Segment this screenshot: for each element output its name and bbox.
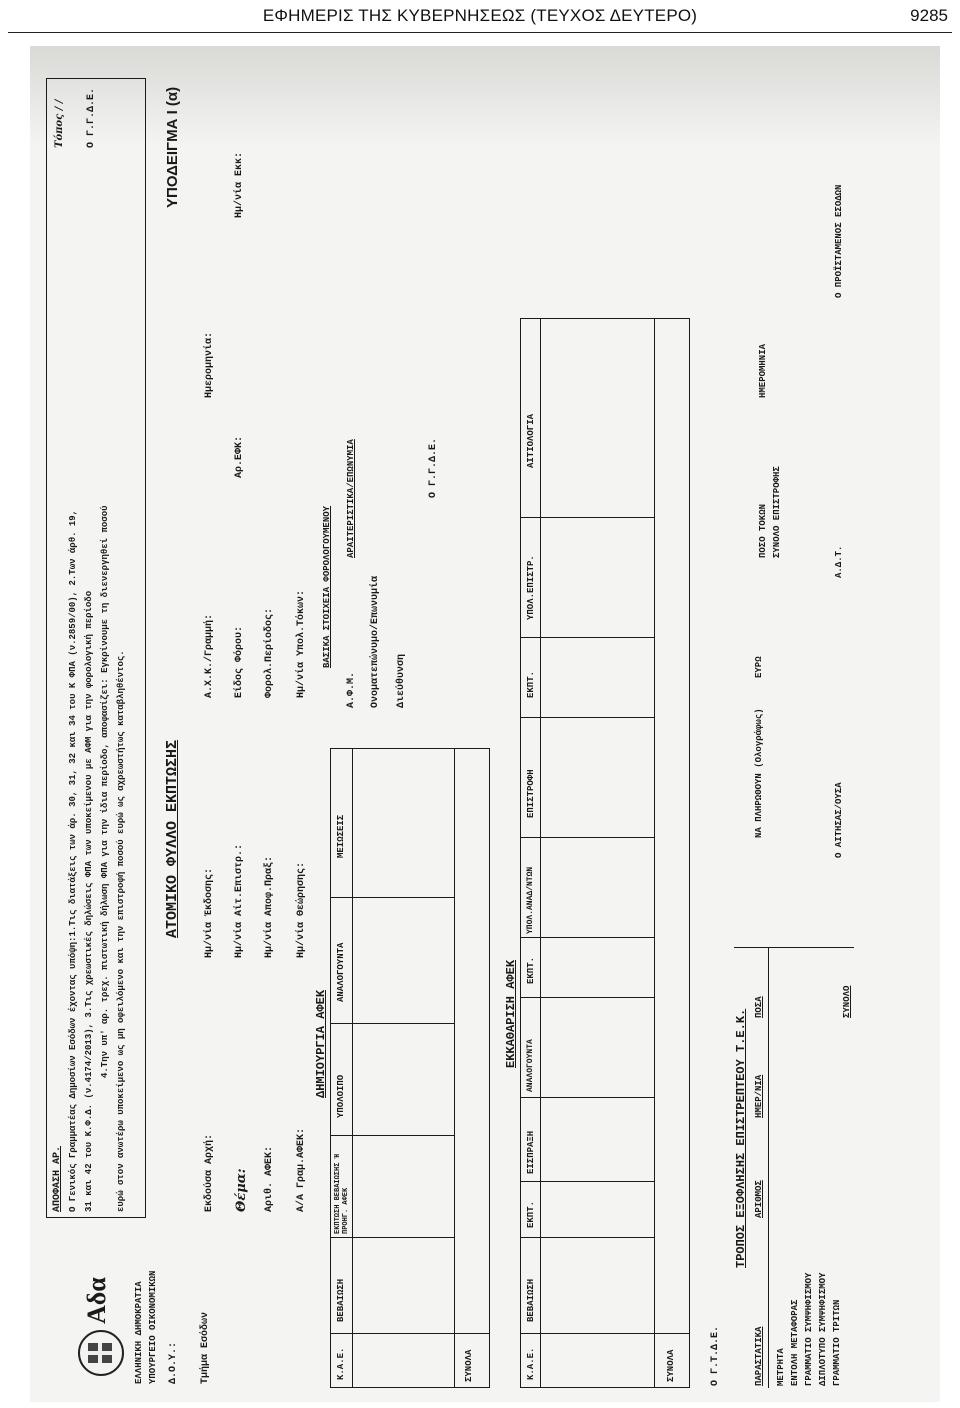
card-afek-number: Αριθ. ΑΦΕΚ: — [264, 1145, 275, 1212]
creation-totals: ΣΥΝΟΛΑ — [464, 1349, 474, 1382]
card-date: Ημερομηνία: — [204, 331, 215, 398]
payment-row-cash: ΜΕΤΡΗΤΑ — [776, 1348, 786, 1386]
card-title: ΑΤΟΜΙΚΟ ΦΥΛΛΟ ΕΚΠΤΩΣΗΣ — [164, 739, 181, 938]
card-ekk-date: Ημ/νία Εκκ: — [234, 151, 245, 218]
clearance-col-confirmation: ΒΕΒΑΙΩΣΗ — [526, 1278, 536, 1322]
clearance-table — [520, 318, 690, 1388]
decision-line4: ευρώ στον ανωτέρω υποκείμενο ως μη οφειλόμενο και την επιστροφή ποσού ευρώ ως αχρεωστήτως καταβληθέντος. — [116, 650, 126, 1212]
creation-col-kae: Κ.Α.Ε. — [336, 1347, 346, 1380]
taxpayer-title: ΒΑΣΙΚΑ ΣΤΟΙΧΕΙΑ ΦΟΡΟΛΟΓΟΥΜΕΝΟΥ — [322, 505, 332, 668]
card-issuing-authority: Εκδούσα Αρχή: — [204, 1133, 215, 1212]
footer-dates: ΗΜΕΡΟΜΗΝΙΑ — [758, 343, 768, 398]
clearance-col-balance: ΥΠΟΛ.ΑΝΑΔ/ΝΤΩΝ — [526, 866, 535, 934]
card-line: Α.Χ.Κ./Γραμμή: — [204, 613, 215, 698]
creation-col-reductions: ΜΕΙΩΣΕΙΣ — [336, 814, 346, 858]
issuer-line1: ΕΛΛΗΝΙΚΗ ΔΗΜΟΚΡΑΤΙΑ — [134, 1281, 144, 1384]
dept-label: Τμήμα Εσόδων — [200, 1311, 211, 1384]
clearance-col-kae: Κ.Α.Ε. — [526, 1347, 536, 1380]
decision-line1: Ο Γενικός Γραμματέας Δημοσίων Εσόδων έχοντας υπόψη:1.Τις διατάξεις των άρ. 30, 31, 32 και 34 του Κ ΦΠΑ (ν.2859/00), 2.Των άρθ. 19, — [68, 509, 78, 1212]
doy-label: Δ.Ο.Υ.: — [168, 1341, 179, 1384]
header-rule — [8, 32, 952, 33]
rotated-form — [34, 58, 934, 1398]
payment-row-offset-note: ΓΡΑΜΜΑΤΙΟ ΣΥΜΨΗΦΙΣΜΟΥ — [804, 1272, 814, 1386]
card-issue-date: Ημ/νία Έκδοσης: — [204, 867, 215, 958]
clearance-col-reason: ΑΙΤΙΟΛΟΓΙΑ — [526, 413, 536, 468]
taxpayer-name-label: ΑΡΑΙΤΕΡΙΣΤΙΚΑ/ΕΠΩΝΥΜΙΑ — [346, 439, 356, 558]
card-request-date: Ημ/νία Αίτ.Επιστρ.: — [234, 843, 245, 958]
creation-col-confirmation: ΒΕΒΑΙΩΣΗ — [336, 1278, 346, 1322]
creation-table — [330, 748, 490, 1388]
clearance-col-collection: ΕΙΣΠΡΑΞΗ — [526, 1130, 536, 1174]
clearance-signer: Ο Γ.Τ.Δ.Ε. — [710, 1325, 721, 1386]
clearance-title: ΕΚΚΑΘΑΡΙΣΗ ΑΦΕΚ — [504, 959, 518, 1068]
footer-interest: ΠΟΣΟ ΤΟΚΩΝ — [758, 503, 768, 558]
place-date: Τόπος / / — [54, 99, 65, 148]
decision-box — [46, 78, 146, 1218]
footer-head: Ο ΠΡΟΪΣΤΑΜΕΝΟΣ ΕΣΟΔΩΝ — [834, 184, 844, 298]
card-review-date: Ημ/νία Θεώρησης: — [296, 861, 307, 958]
payment-row-transfer: ΕΝΤΟΛΗ ΜΕΤΑΦΟΡΑΣ — [790, 1299, 800, 1386]
logo-text: Αδα — [82, 1277, 111, 1324]
issuer-line2: ΥΠΟΥΡΓΕΙΟ ΟΙΚΟΝΟΜΙΚΩΝ — [148, 1270, 158, 1384]
clearance-col-deduction-2: ΕΚΠΤ. — [526, 956, 536, 984]
page-header — [0, 0, 960, 40]
card-tax-type: Είδος Φόρου: — [234, 625, 245, 698]
card-efk: Αρ.ΕΦΚ: — [234, 435, 245, 478]
scanned-form — [30, 46, 940, 1402]
payment-col-docs: ΠΑΡΑΣΤΑΤΙΚΑ — [754, 1326, 764, 1386]
card-subject: Θέμα: — [234, 1168, 249, 1212]
taxpayer-signer: Ο Γ.Γ.Δ.Ε. — [428, 437, 439, 498]
clearance-col-deduction-3: ΕΚΠΤ. — [526, 670, 536, 698]
payment-col-number: ΑΡΙΘΜΟΣ — [754, 1180, 764, 1218]
payment-row-offset-duplicate: ΔΙΠΛΟΤΥΠΟ ΣΥΜΨΗΦΙΣΜΟΥ — [818, 1272, 828, 1386]
clearance-col-refund-balance: ΥΠΟΛ.ΕΠΙΣΤΡ. — [526, 555, 536, 620]
payment-col-amounts: ΠΟΣΑ — [754, 996, 764, 1018]
footer-to-pay: ΝΑ ΠΛΗΡΩΘΟΥΝ (Ολογράφως) — [754, 708, 764, 838]
decision-line3: 4.Την υπ' αρ. τρεχ. πιστωτική δήλωση ΦΠΑ για την ίδια περίοδο, αποφασίζει: Εγκρίνουμε τη διενεργηθεί ποσού — [100, 505, 110, 1078]
creation-col-proportional: ΑΝΑΛΟΓΟΥΝΤΑ — [336, 942, 346, 1002]
clearance-col-deduction-1: ΕΚΠΤ. — [526, 1200, 536, 1228]
clearance-col-proportional: ΑΝΑΛΟΓΟΥΝΤΑ — [526, 1039, 535, 1092]
taxpayer-full-name: Ονοματεπώνυμο/Επωνυμία — [370, 575, 381, 708]
decision-title: ΑΠΟΦΑΣΗ ΑΡ. — [52, 1145, 63, 1212]
card-decision-date: Ημ/νία Αποφ.Πραξ: — [264, 855, 275, 958]
coat-of-arms-icon — [74, 1326, 128, 1380]
card-interest-date: Ημ/νία Υπολ.Τόκων: — [296, 589, 307, 698]
footer-id: Α.Δ.Τ. — [834, 545, 844, 578]
payment-col-date: ΗΜΕΡ/ΝΙΑ — [754, 1074, 764, 1118]
creation-col-deduction: ΕΚΠΤΩΣΗ ΒΕΒΑΙΩΣΗΣ Ή ΠΡΟΗΓ. ΑΦΕΚ — [334, 1154, 350, 1234]
creation-col-balance: ΥΠΟΛΟΙΠΟ — [336, 1074, 346, 1118]
taxpayer-address: Διεύθυνση — [396, 653, 407, 708]
footer-euro: ΕΥΡΩ — [754, 656, 764, 678]
page-number: 9285 — [910, 6, 948, 25]
footer-total-refund: ΣΥΝΟΛΟ ΕΠΙΣΤΡΟΦΗΣ — [772, 466, 782, 558]
decision-line2: 31 και 42 του Κ.Φ.Δ. (ν.4174/2013), 3.Τις χρεωστικές δηλώσεις ΦΠΑ των υποκείμενου με ΑΦΜ για την φορολογική περίοδο — [84, 590, 94, 1212]
clearance-col-refund: ΕΠΙΣΤΡΟΦΗ — [526, 769, 536, 818]
clearance-totals: ΣΥΝΟΛΑ — [666, 1349, 676, 1382]
sample-label: ΥΠΟΔΕΙΓΜΑ Ι (α) — [164, 86, 181, 208]
payment-sum: ΣΥΝΟΛΟ — [842, 985, 852, 1018]
payment-row-third-party: ΓΡΑΜΜΑΤΙΟ ΤΡΙΤΩΝ — [832, 1299, 842, 1386]
decision-signer: Ο Γ.Γ.Δ.Ε. — [86, 87, 97, 148]
taxpayer-afm: Α.Φ.Μ. — [346, 671, 357, 708]
card-tax-period: Φορολ.Περίοδος: — [264, 607, 275, 698]
gazette-title: ΕΦΗΜΕΡΙΣ ΤΗΣ ΚΥΒΕΡΝΗΣΕΩΣ (ΤΕΥΧΟΣ ΔΕΥΤΕΡΟ) — [262, 6, 698, 25]
creation-title: ΔΗΜΙΟΥΡΓΙΑ ΑΦΕΚ — [314, 989, 328, 1098]
card-afek-line: Α/Α Γραμ.ΑΦΕΚ: — [296, 1127, 307, 1212]
footer-recipient: Ο ΑΙΤΗΣΑΣ/ΟΥΣΑ — [834, 782, 844, 858]
payment-title: ΤΡΟΠΟΣ ΕΞΟΦΛΗΣΗΣ ΕΠΙΣΤΡΕΠΤΕΟΥ Τ.Ε.Κ. — [734, 1008, 748, 1268]
